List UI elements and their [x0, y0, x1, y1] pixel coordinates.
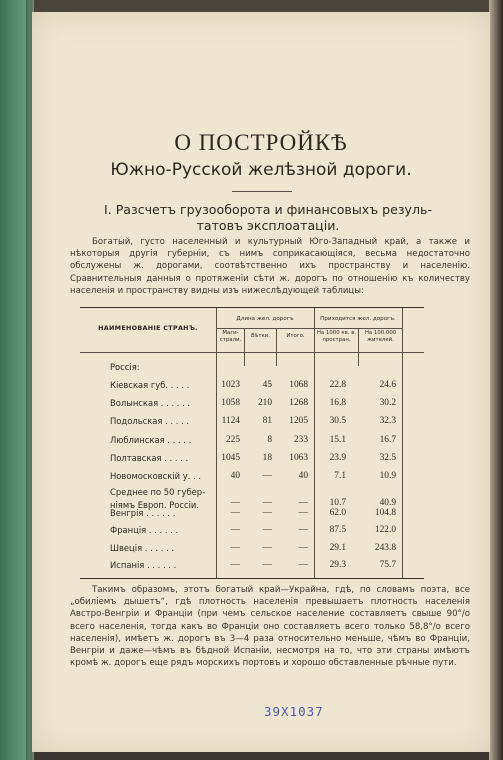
- average-label-line-2: ніямъ Европ. Россіи.: [110, 500, 200, 510]
- railway-comparison-table: [80, 307, 424, 579]
- cell-total: 1063: [289, 452, 308, 463]
- column-group-length: Длина жел. дорогъ: [236, 316, 294, 322]
- column-header-per-area: На 1000 кв. в. простран.: [316, 330, 357, 343]
- row-name: Полтавская . . . . .: [110, 452, 189, 463]
- page-stack-edge: [489, 0, 503, 760]
- table-row: [80, 376, 424, 394]
- page-title: О ПОСТРОЙКѢ: [174, 130, 348, 155]
- table-row: [80, 504, 424, 522]
- russia-label: Россія:: [110, 362, 140, 372]
- cell-total: 1068: [289, 380, 308, 390]
- closing-paragraph: [70, 584, 470, 669]
- cell-per-pop: 104.8: [374, 508, 396, 518]
- cell-per-area: 10.7: [329, 498, 346, 508]
- cell-total: —: [298, 542, 308, 553]
- cell-per-area: 62.0: [329, 508, 346, 518]
- cell-per-pop: 30.2: [379, 398, 396, 409]
- cell-branch: —: [262, 560, 272, 571]
- row-name: Волынская . . . . . .: [110, 398, 191, 409]
- table-row: [80, 358, 424, 376]
- cell-total: 1268: [289, 398, 308, 409]
- closing-text: Такимъ образомъ, этотъ богатый край—Украйна, гдѣ, по словамъ поэта, все „обилiемъ дышетъ“, гдѣ плотность населенія превышаетъ плотность населенія Австро-Венгріи и Франціи (при чемъ сельское население составляетъ свыше 90°/о всего населенія, тогда какъ во Франціи оно составляетъ всего только 58,8°/о всего населенія), имѣетъ ж. дорогъ въ 3—4 раза относительно меньше, чѣмъ во Франціи, Венгріи и даже—чѣмъ въ бѣдной Испаніи, несмотря на то, что эти страны имѣютъ кромѣ ж. дорогъ еще рядъ морскихъ портовъ и хорошо обставленные рѣчные пути.: [70, 585, 470, 669]
- cell-branch: —: [262, 498, 272, 508]
- cell-main: 1045: [221, 452, 240, 463]
- cell-main: 225: [225, 434, 240, 445]
- cell-branch: —: [262, 542, 272, 553]
- cell-main: 1058: [221, 398, 240, 409]
- average-label-line-1: Среднее по 50 губер-: [110, 487, 206, 497]
- table-divider: [216, 328, 402, 329]
- cell-main: 1023: [221, 380, 240, 390]
- cell-per-pop: 16.7: [379, 434, 396, 445]
- cell-per-area: 87.5: [329, 525, 346, 536]
- cell-per-pop: 32.5: [379, 452, 396, 463]
- cell-branch: —: [262, 471, 272, 481]
- column-header-name: НАИМЕНОВАНІЕ СТРАНЪ.: [98, 324, 198, 332]
- section-heading-line-1: I. Разсчетъ грузооборота и финансовыхъ резуль-: [103, 202, 433, 217]
- cell-per-area: 29.3: [329, 560, 346, 571]
- cell-branch: —: [262, 508, 272, 518]
- title-divider: [232, 191, 292, 192]
- cell-main: —: [230, 508, 240, 518]
- row-name: Франція . . . . . .: [110, 525, 179, 536]
- row-name: Люблинская . . . . .: [110, 434, 192, 445]
- cell-branch: 81: [262, 416, 272, 427]
- page-subtitle: Южно-Русской желѣзной дороги.: [110, 160, 412, 180]
- intro-paragraph: [70, 236, 470, 297]
- column-header-per-pop: На 100.000 жителей.: [364, 330, 397, 343]
- table-row: [80, 467, 424, 485]
- cell-per-area: 29.1: [329, 542, 346, 553]
- document-page: [32, 12, 490, 752]
- cell-per-pop: 243.8: [374, 542, 396, 553]
- column-group-per: Приходится жел. дорогъ.: [320, 316, 396, 322]
- cell-total: 233: [293, 434, 308, 445]
- cell-total: 1205: [289, 416, 308, 427]
- cell-main: —: [230, 560, 240, 571]
- cell-per-pop: 10.9: [379, 471, 396, 481]
- row-name: Швеція . . . . . .: [110, 542, 175, 553]
- cell-per-area: 30.5: [329, 416, 346, 427]
- cell-per-area: 22.8: [329, 380, 346, 390]
- row-name: Испанія . . . . . .: [110, 560, 177, 571]
- table-row: [80, 556, 424, 574]
- cell-branch: 18: [262, 452, 272, 463]
- cell-branch: 210: [257, 398, 272, 409]
- row-name: Новомосковскій у. . .: [110, 471, 202, 481]
- table-row: [80, 449, 424, 467]
- row-name: Венгрія . . . . . .: [110, 508, 176, 518]
- table-row: [80, 412, 424, 430]
- cell-main: —: [230, 525, 240, 536]
- cell-total: —: [298, 498, 308, 508]
- cell-main: 1124: [221, 416, 240, 427]
- cell-main: 40: [230, 471, 240, 481]
- table-row: [80, 521, 424, 539]
- column-header-main: Маги-страли.: [219, 330, 242, 343]
- cell-per-pop: 75.7: [379, 560, 396, 571]
- cell-per-pop: 122.0: [374, 525, 396, 536]
- cell-total: —: [298, 560, 308, 571]
- intro-text: Богатый, густо населенный и культурный Юго-Западный край, а также и нѣкоторыя другія губерніи, съ нимъ соприкасающіяся, весьма недостаточно обслужены ж. дорогами, соотвѣтственно ихъ пространству и населенію. Сравнительныя данныя о протяженіи сѣти ж. дорогъ по отношенію къ количеству населенія и пространству видны изъ нижеслѣдующей таблицы:: [70, 237, 470, 296]
- cell-branch: 45: [262, 380, 272, 390]
- cell-branch: 8: [267, 434, 272, 445]
- table-row: [80, 539, 424, 557]
- cell-per-area: 16.8: [329, 398, 346, 409]
- cell-total: 40: [298, 471, 308, 481]
- row-name: Подольская . . . . .: [110, 416, 190, 427]
- table-row: [80, 431, 424, 449]
- cell-main: —: [230, 542, 240, 553]
- column-header-total: Итого.: [286, 333, 305, 339]
- section-heading-line-2: татовъ эксплоатаціи.: [196, 218, 340, 233]
- table-row: [80, 394, 424, 412]
- cell-per-pop: 24.6: [379, 380, 396, 390]
- section-heading: [70, 202, 466, 234]
- cell-branch: —: [262, 525, 272, 536]
- cell-total: —: [298, 525, 308, 536]
- cell-per-pop: 40.9: [379, 498, 396, 508]
- library-stamp: 39X1037: [264, 704, 324, 719]
- cell-main: —: [230, 498, 240, 508]
- table-divider: [80, 352, 424, 353]
- column-header-branch: Вѣтки.: [251, 333, 270, 339]
- cell-per-area: 7.1: [334, 471, 346, 481]
- cell-per-pop: 32.3: [379, 416, 396, 427]
- cell-total: —: [298, 508, 308, 518]
- row-name: Кіевская губ. . . . .: [110, 380, 190, 390]
- cell-per-area: 23.9: [329, 452, 346, 463]
- cell-per-area: 15.1: [329, 434, 346, 445]
